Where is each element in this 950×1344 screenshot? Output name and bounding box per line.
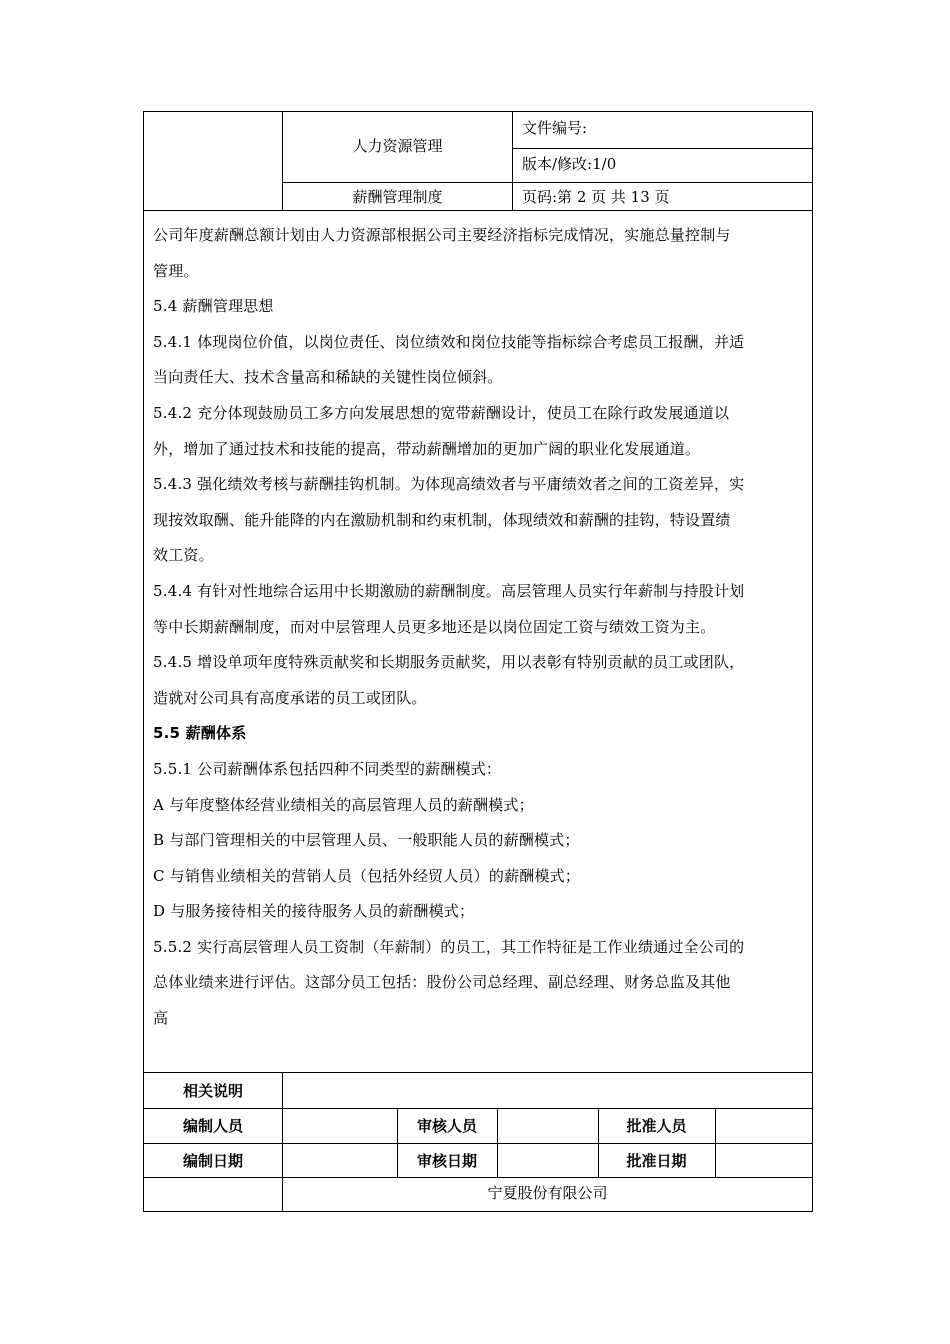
paragraph: 5.4.3 强化绩效考核与薪酬挂钩机制。为体现高绩效者与平庸绩效者之间的工资差异，实 — [153, 475, 745, 494]
document-title: 薪酬管理制度 — [352, 188, 443, 206]
list-item: D 与服务接待相关的接待服务人员的薪酬模式； — [153, 902, 475, 921]
footer-divider-3 — [497, 1108, 498, 1177]
footer-hline-2 — [144, 1143, 812, 1144]
list-item: C 与销售业绩相关的营销人员（包括外经贸人员）的薪酬模式； — [153, 866, 581, 885]
body-content — [153, 218, 805, 1037]
list-item: B 与部门管理相关的中层管理人员、一般职能人员的薪酬模式； — [153, 831, 580, 850]
paragraph: 造就对公司具有高度承诺的员工或团队。 — [153, 688, 427, 707]
company-name: 宁夏股份有限公司 — [487, 1184, 608, 1202]
version-label: 版本/修改:1/0 — [522, 155, 617, 173]
paragraph: 公司年度薪酬总额计划由人力资源部根据公司主要经济指标完成情况，实施总量控制与 — [153, 226, 731, 244]
department-title: 人力资源管理 — [352, 137, 443, 155]
paragraph: 高 — [153, 1009, 169, 1028]
header-hline-1 — [512, 148, 812, 149]
related-notes-label: 相关说明 — [182, 1082, 243, 1100]
paragraph: 5.5.2 实行高层管理人员工资制（年薪制）的员工，其工作特征是工作业绩通过全公司的 — [153, 937, 745, 956]
header-divider-2 — [512, 112, 513, 210]
page-number-label: 页码:第 2 页 共 13 页 — [522, 188, 670, 206]
header-bottom-line — [144, 210, 812, 211]
paragraph: 等中长期薪酬制度，而对中层管理人员更多地还是以岗位固定工资与绩效工资为主。 — [153, 617, 716, 636]
footer-hline-3 — [144, 1177, 812, 1178]
file-number-label: 文件编号: — [522, 119, 588, 137]
compile-date-label: 编制日期 — [182, 1152, 243, 1170]
footer-hline-1 — [144, 1108, 812, 1109]
paragraph: 5.4.4 有针对性地综合运用中长期激励的薪酬制度。高层管理人员实行年薪制与持股计划 — [153, 581, 745, 600]
header-hline-2 — [282, 182, 812, 183]
section-heading-bold: 5.5 薪酬体系 — [153, 724, 247, 743]
approver-label: 批准人员 — [626, 1117, 687, 1135]
list-item: A 与年度整体经营业绩相关的高层管理人员的薪酬模式； — [153, 795, 534, 814]
review-date-label: 审核日期 — [416, 1152, 477, 1170]
section-heading: 5.4 薪酬管理思想 — [153, 297, 274, 316]
paragraph: 5.5.1 公司薪酬体系包括四种不同类型的薪酬模式： — [153, 759, 502, 778]
paragraph: 5.4.2 充分体现鼓励员工多方向发展思想的宽带薪酬设计，使员工在除行政发展通道以 — [153, 403, 730, 422]
paragraph: 外，增加了通过技术和技能的提高，带动薪酬增加的更加广阔的职业化发展通道。 — [153, 439, 701, 458]
paragraph: 5.4.5 增设单项年度特殊贡献奖和长期服务贡献奖，用以表彰有特别贡献的员工或团队， — [153, 653, 745, 672]
paragraph: 总体业绩来进行评估。这部分员工包括：股份公司总经理、副总经理、财务总监及其他 — [153, 973, 731, 992]
paragraph: 管理。 — [153, 261, 199, 280]
paragraph: 当向责任大、技术含量高和稀缺的关键性岗位倾斜。 — [153, 368, 503, 387]
compiler-label: 编制人员 — [182, 1117, 243, 1135]
reviewer-label: 审核人员 — [416, 1117, 477, 1135]
approve-date-label: 批准日期 — [626, 1152, 687, 1170]
footer-top-line — [144, 1072, 812, 1073]
footer-divider-5 — [715, 1108, 716, 1177]
paragraph: 5.4.1 体现岗位价值，以岗位责任、岗位绩效和岗位技能等指标综合考虑员工报酬，并适 — [153, 332, 745, 351]
paragraph: 现按效取酬、能升能降的内在激励机制和约束机制，体现绩效和薪酬的挂钩，特设置绩 — [153, 510, 731, 529]
paragraph: 效工资。 — [153, 546, 214, 565]
document-frame — [143, 111, 813, 1212]
